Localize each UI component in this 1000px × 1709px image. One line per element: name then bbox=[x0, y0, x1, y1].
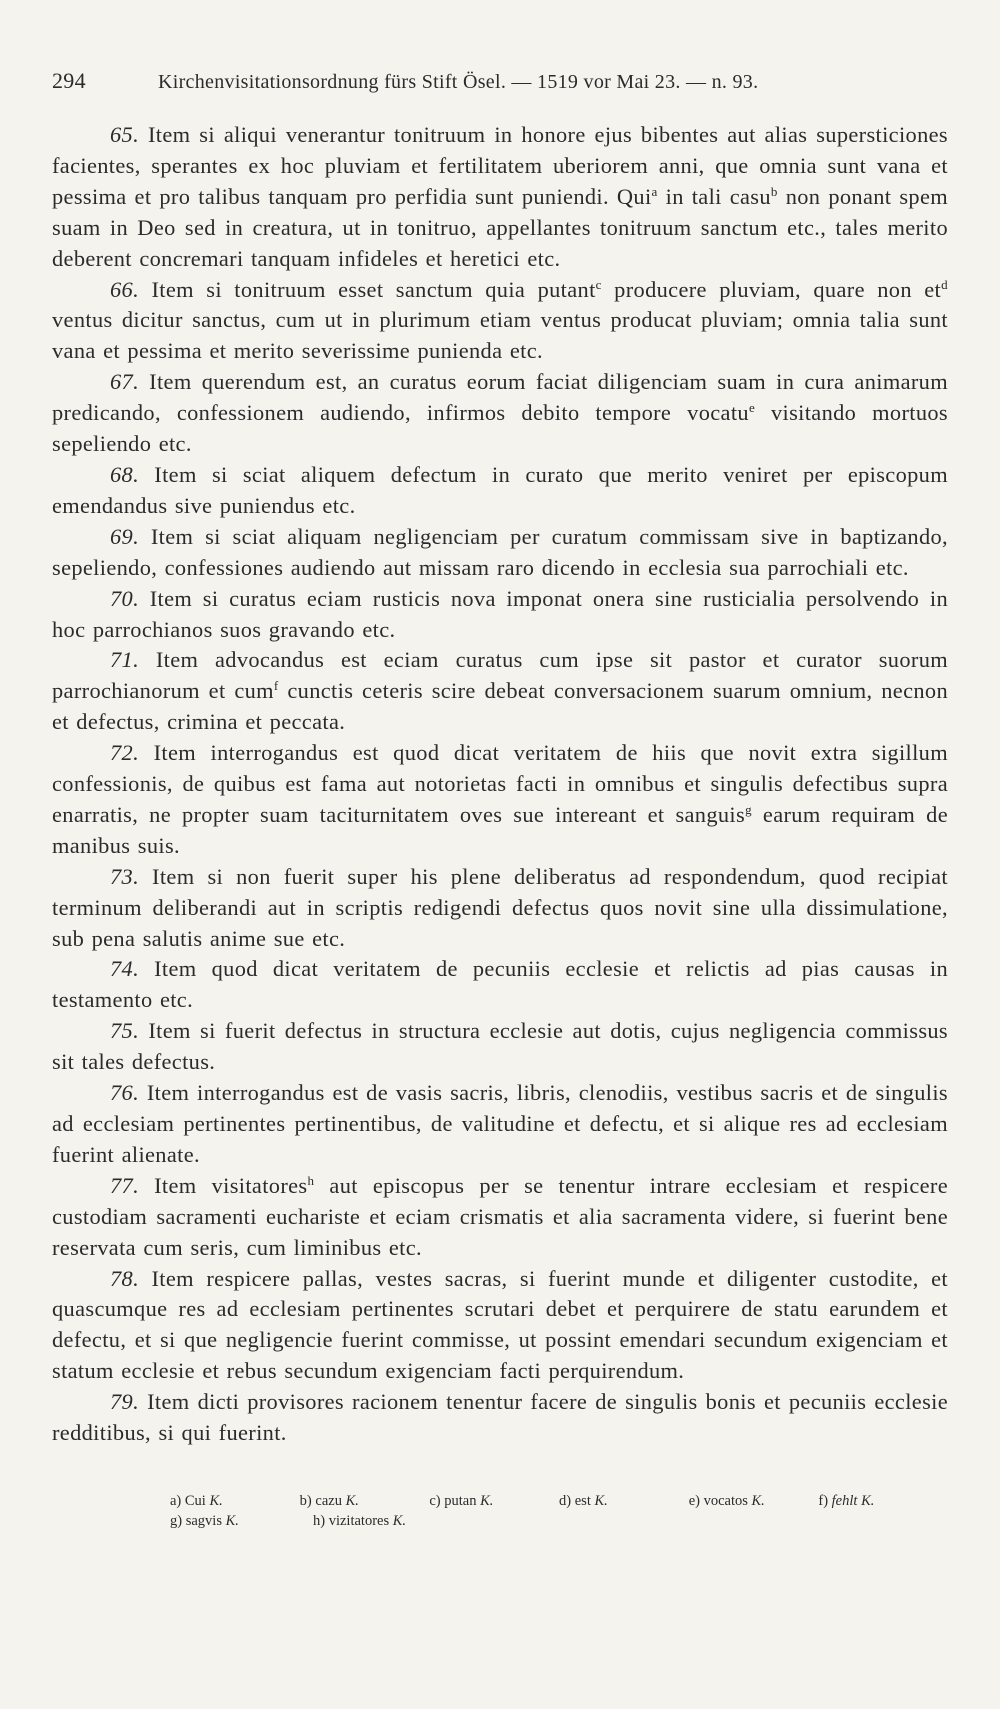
paragraph-text: Item si aliqui venerantur tonitruum in honore ejus bibentes aut alias supersticiones facientes, sperantes ex hoc pluviam et fertilitatem uberiorem anni, que omnia sunt vana et pessima et pro talibus tanquam pro perfidia sunt puniendi. Qui bbox=[52, 122, 948, 209]
paragraph-text: Item querendum est, an curatus eorum faciat diligenciam suam in cura animarum predicando, confessionem audiendo, infirmos debito tempore vocatu bbox=[52, 369, 948, 426]
paragraph-text: Item interrogandus est quod dicat veritatem de hiis que novit extra sigillum confessionis, de quibus est fama aut notorietas facti in omnibus et singulis defectibus supra enarratis, ne propter suam taciturnitatem oves sue intereant et sanguis bbox=[52, 740, 948, 827]
footnote-text: vizitatores bbox=[328, 1512, 390, 1529]
footnote-text: putan bbox=[444, 1492, 477, 1509]
running-header bbox=[52, 68, 948, 94]
paragraph-79 bbox=[52, 1387, 948, 1449]
page-number: 294 bbox=[52, 68, 86, 93]
footnote-mark: f) bbox=[818, 1492, 829, 1509]
paragraph-number: 75. bbox=[110, 1018, 140, 1044]
paragraph-75 bbox=[52, 1016, 948, 1078]
paragraph-number: 67. bbox=[110, 369, 140, 395]
footnote-mark: a) bbox=[170, 1492, 182, 1509]
footnote-mark: e) bbox=[688, 1492, 700, 1509]
paragraph-69 bbox=[52, 522, 948, 584]
paragraph-number: 71. bbox=[110, 647, 140, 673]
paragraph-text: in tali casu bbox=[657, 183, 771, 209]
footnote-text: est bbox=[574, 1492, 591, 1509]
paragraph-text: Item si tonitruum esset sanctum quia putant bbox=[151, 276, 596, 302]
paragraph-text: Item si non fuerit super his plene deliberatus ad respondendum, quod recipiat terminum deliberandi aut in scriptis redigendi defectus quos novit sine ulla dissimulatione, sub pena salutis anime sue etc. bbox=[52, 863, 948, 951]
paragraph-number: 78. bbox=[110, 1265, 140, 1291]
paragraph-text: aut episcopus per se tenentur intrare ecclesiam et respicere custodiam sacramenti eucharistе et eciam crismatis et alia sacramenta videre, si fuerint bene reservata cum seris, cum liminibus etc. bbox=[52, 1172, 948, 1260]
paragraph-text: Item visitatores bbox=[154, 1172, 308, 1198]
footnote-source: K. bbox=[480, 1492, 494, 1509]
footnote-text: fehlt bbox=[831, 1492, 858, 1509]
footnote-mark: g) bbox=[170, 1512, 183, 1529]
paragraph-number: 65. bbox=[110, 122, 140, 147]
paragraph-text: Item quod dicat veritatem de pecuniis ecclesie et relictis ad pias causas in testamento etc. bbox=[52, 956, 948, 1013]
footnote bbox=[313, 1511, 456, 1531]
footnote-text: vocatos bbox=[703, 1492, 748, 1509]
footnote-source: K. bbox=[209, 1492, 223, 1509]
footnote-row bbox=[52, 1491, 948, 1511]
paragraph-number: 68. bbox=[110, 461, 140, 487]
paragraph-number: 73. bbox=[110, 863, 140, 889]
footnote-ref: f bbox=[273, 678, 279, 694]
footnote bbox=[429, 1491, 559, 1511]
footnote-ref: b bbox=[770, 183, 778, 199]
paragraph-number: 66. bbox=[110, 276, 140, 302]
paragraph-text: cunctis ceteris scire debeat conversacionem suarum omnium, necnon et defectus, crimina et peccata. bbox=[52, 678, 948, 735]
footnote-ref: a bbox=[651, 183, 658, 199]
footnote bbox=[300, 1491, 430, 1511]
paragraph-text: ventus dicitur sanctus, cum ut in plurimum etiam ventus producat pluviam; omnia talia sunt vana et pessima et merito severissime punienda etc. bbox=[52, 307, 948, 364]
paragraph-text: earum requiram de manibus suis. bbox=[52, 801, 948, 858]
footnote-ref: e bbox=[748, 400, 756, 416]
paragraph-78 bbox=[52, 1264, 948, 1388]
paragraph-text: Item si sciat aliquam negligenciam per curatum commissam sive in baptizando, sepeliendo, confessiones audiendo aut missam raro dicendo in ecclesia sua parrochiali etc. bbox=[52, 523, 948, 580]
paragraph-text: visitando mortuos sepeliendo etc. bbox=[52, 400, 948, 457]
paragraph-text: Item si sciat aliquem defectum in curato que merito veniret per episcopum emendandus sive puniendus etc. bbox=[52, 461, 948, 518]
paragraph-72 bbox=[52, 738, 948, 862]
footnote-text: sagvis bbox=[185, 1512, 222, 1529]
footnote-source: K. bbox=[861, 1492, 875, 1509]
footnote-ref: h bbox=[307, 1172, 315, 1188]
paragraph-number: 72. bbox=[110, 740, 140, 766]
paragraph-73 bbox=[52, 862, 948, 955]
paragraph-text: Item si curatus eciam rusticis nova imponat onera sine rusticialia persolvendo in hoc parrochianos suos gravando etc. bbox=[52, 585, 948, 642]
footnote bbox=[170, 1491, 300, 1511]
footnote-source: K. bbox=[392, 1512, 407, 1529]
footnote bbox=[170, 1511, 313, 1531]
paragraph-70 bbox=[52, 584, 948, 646]
paragraph-71 bbox=[52, 645, 948, 738]
footnote-source: K. bbox=[594, 1492, 608, 1509]
paragraph-67 bbox=[52, 367, 948, 460]
paragraph-text: Item advocandus est eciam curatus cum ipse sit pastor et curator suorum parrochianorum et cum bbox=[52, 647, 949, 704]
paragraph-74 bbox=[52, 954, 948, 1016]
paragraph-text: Item interrogandus est de vasis sacris, libris, clenodiis, vestibus sacris et de singulis ad ecclesiam pertinentes pertinentibus, de valitudine et defectu, et si alique res ad ecclesiam fuerint alienate. bbox=[52, 1080, 948, 1167]
footnote-mark: b) bbox=[299, 1492, 312, 1509]
paragraph-text: non ponant spem suam in Deo sed in creatura, ut in tonitruo, appellantes tonitruum sanctum etc., tales merito deberent concremari tanquam infideles et heretici etc. bbox=[52, 183, 948, 271]
footnote-row bbox=[52, 1511, 948, 1531]
paragraph-number: 77. bbox=[110, 1172, 140, 1198]
footnotes bbox=[52, 1491, 948, 1531]
footnote-text: cazu bbox=[315, 1492, 342, 1509]
footnote-source: K. bbox=[751, 1492, 765, 1509]
paragraph-text: Item dicti provisores racionem tenentur facere de singulis bonis et pecuniis ecclesie redditibus, si qui fuerint. bbox=[52, 1389, 948, 1446]
footnote bbox=[559, 1491, 689, 1511]
footnote-mark: c) bbox=[429, 1492, 441, 1509]
footnote-ref: d bbox=[941, 276, 948, 292]
paragraph-number: 79. bbox=[110, 1389, 140, 1415]
paragraph-number: 76. bbox=[110, 1080, 140, 1106]
page bbox=[52, 68, 948, 1531]
running-title: Kirchenvisitationsordnung fürs Stift Ösel. — 1519 vor Mai 23. — n. 93. bbox=[158, 71, 759, 93]
footnote-mark: d) bbox=[559, 1492, 572, 1509]
body-text bbox=[52, 120, 948, 1449]
footnote-ref: g bbox=[745, 801, 752, 817]
paragraph-text: Item respicere pallas, vestes sacras, si fuerint munde et diligenter custodite, et quascumque res ad ecclesiam pertinentes scrutari debet et perquirere de statu earundem et defectu, et si que negligencie fuerint commisse, ut possint emendari secundum exigenciam et statum ecclesie et rebus secundum exigenciam facti perquirendum. bbox=[52, 1265, 948, 1384]
paragraph-number: 74. bbox=[110, 956, 140, 982]
footnote bbox=[818, 1491, 948, 1511]
paragraph-text: Item si fuerit defectus in structura ecclesie aut dotis, cujus negligencia commissus sit tales defectus. bbox=[52, 1018, 948, 1075]
footnote-mark: h) bbox=[313, 1512, 326, 1529]
footnote-source: K. bbox=[225, 1512, 239, 1529]
paragraph-number: 70. bbox=[110, 585, 140, 611]
paragraph-76 bbox=[52, 1078, 948, 1171]
footnote-text: Cui bbox=[184, 1492, 206, 1509]
footnote-ref: c bbox=[595, 276, 602, 292]
paragraph-text: producere pluviam, quare non et bbox=[601, 276, 942, 302]
paragraph-number: 69. bbox=[110, 523, 140, 549]
paragraph-66 bbox=[52, 275, 948, 368]
paragraph-65 bbox=[52, 120, 948, 275]
paragraph-68 bbox=[52, 460, 948, 522]
footnote bbox=[689, 1491, 819, 1511]
paragraph-77 bbox=[52, 1171, 948, 1264]
footnote-source: K. bbox=[345, 1492, 359, 1509]
